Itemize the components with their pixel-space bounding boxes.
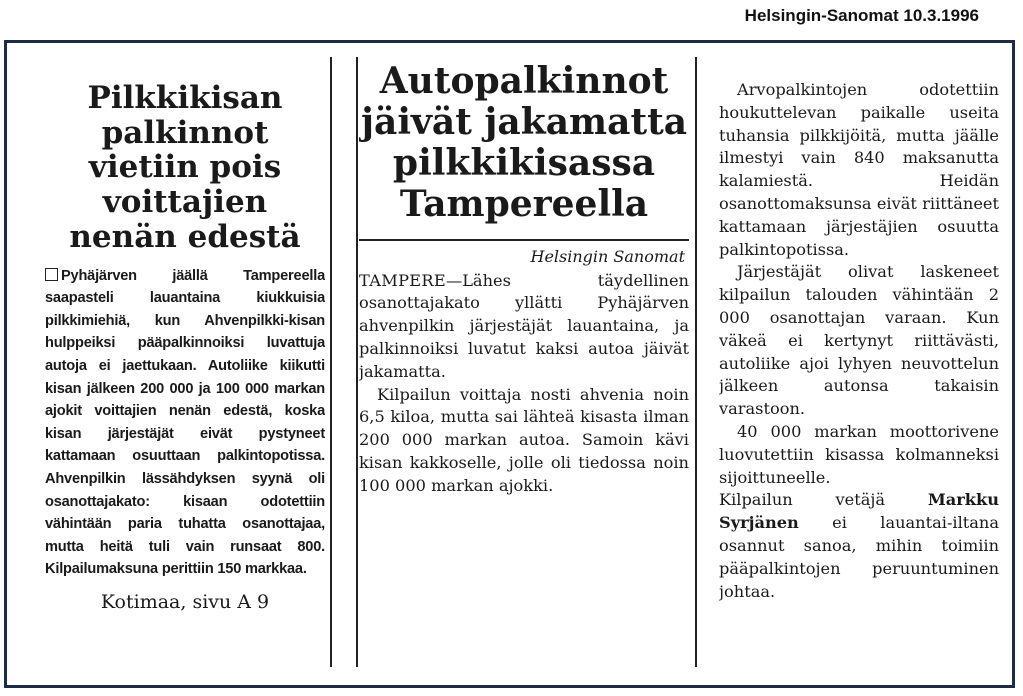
paragraph: Järjestäjät olivat laskeneet kilpailun talouden vähintään 2 000 osanottajan varaan. Kun väkeä ei kertynyt riittävästi, autoliike ajoi lyhyen neuvottelun jälkeen autonsa takaisin varastoon. [719, 262, 999, 419]
lead-paragraph: Pyhäjärven jäällä Tampereella saapasteli lauantaina kiukkuisia pilkkimiehiä, kun Ahvenpilkki-kisan hulppeiksi pääpalkinnoiksi luvattuja autoja ei jaettukaan. Autoliike kiikutti kisan jälkeen 200 000 ja 100 000 markan ajokit voittajien nenän edestä, koska kisan järjestäjät eivät pystyneet kattamaan osuuttaan palkintopotissa. Ahvenpilkin lässähdyksen syynä oli osanottajakato: kisaan odotettiin vähintään paria tuhatta osanottajaa, mutta heitä tuli vain runsaat 800. Kilpailumaksuna perittiin 150 markkaa. [45, 267, 325, 578]
column-rule [356, 57, 358, 667]
square-bullet-icon [45, 268, 58, 281]
person-name: Markku Syrjänen [719, 490, 999, 533]
paragraph: Kilpailun voittaja nosti ahvenia noin 6,5 kiloa, mutta sai lähteä kisasta ilman 200 000 markan autoa. Samoin kävi kisan kakkoselle, jolle oli tiedossa noin 100 000 markan ajokki. [359, 384, 689, 495]
page-reference: Kotimaa, sivu A 9 [100, 590, 270, 613]
article-left [45, 43, 325, 685]
headline-left: Pilkkikisan palkinnot vietiin pois voittajien nenän edestä [69, 80, 301, 255]
dateline: TAMPERE [359, 270, 446, 290]
article-right [719, 43, 999, 685]
column-rule [695, 57, 697, 667]
byline: Helsingin Sanomat [530, 246, 685, 266]
article-body-right [719, 79, 999, 603]
headline-rule [359, 239, 689, 241]
paragraph: TAMPERE—Lähes täydellinen osanottajakato yllätti Pyhäjärven ahvenpilkin järjestäjät lauantaina, ja palkinnoiksi luvatut kaksi autoa jäivät jakamatta. [359, 270, 689, 381]
paragraph: Arvopalkintojen odotettiin houkuttelevan paikalle useita tuhansia pilkkijöitä, mutta jäälle ilmestyi vain 840 maksanutta kalamiestä. Heidän osanottomaksunsa eivät riittäneet kattamaan järjestäjien osuutta palkintopotissa. [719, 80, 999, 259]
source-caption: Helsingin-Sanomat 10.3.1996 [744, 6, 979, 25]
clipping-frame [4, 40, 1015, 688]
paragraph: Kilpailun vetäjä Markku Syrjänen ei lauantai-iltana osannut sanoa, mihin toimiin pääpalkintojen peruuntuminen johtaa. [719, 490, 999, 601]
article-body-center [359, 270, 689, 498]
headline-center: Autopalkinnot jäivät jakamatta pilkkikisassa Tampereella [360, 60, 688, 226]
article-center [359, 43, 689, 685]
paragraph: 40 000 markan moottorivene luovutettiin kisassa kolmanneksi sijoittuneelle. [719, 421, 999, 487]
column-rule [330, 57, 332, 667]
